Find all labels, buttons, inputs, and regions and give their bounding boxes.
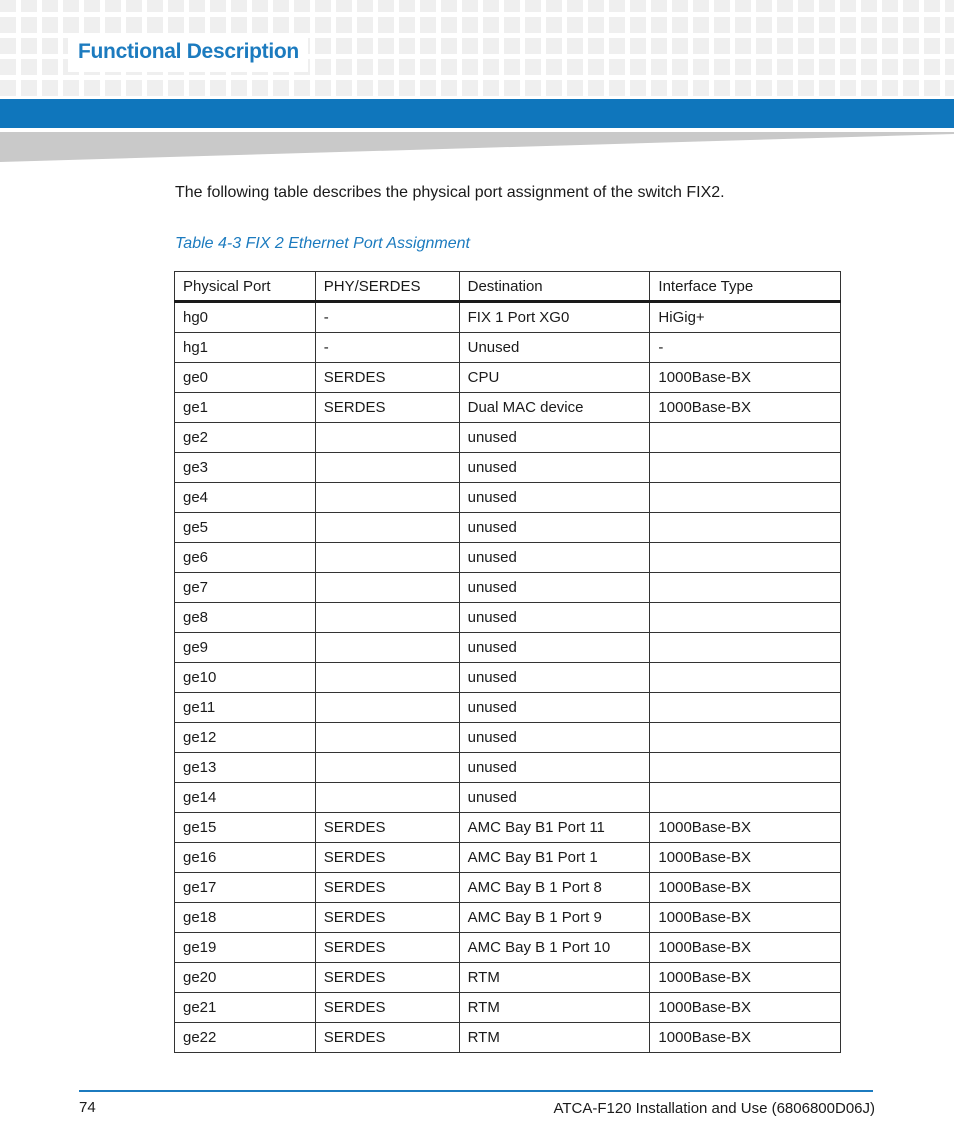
cell-destination: unused (459, 663, 650, 693)
cell-destination: Dual MAC device (459, 393, 650, 423)
cell-phy-serdes: SERDES (315, 393, 459, 423)
cell-phy-serdes: SERDES (315, 993, 459, 1023)
footer-rule (79, 1090, 873, 1092)
cell-phy-serdes: SERDES (315, 873, 459, 903)
column-header-destination: Destination (459, 272, 650, 302)
cell-phy-serdes: SERDES (315, 933, 459, 963)
table-row (175, 603, 841, 633)
cell-destination: AMC Bay B1 Port 1 (459, 843, 650, 873)
table-row (175, 663, 841, 693)
cell-physical-port: ge2 (175, 423, 316, 453)
table-row (175, 393, 841, 423)
table-row (175, 423, 841, 453)
cell-phy-serdes: SERDES (315, 843, 459, 873)
cell-interface-type: 1000Base-BX (650, 993, 841, 1023)
cell-destination: unused (459, 423, 650, 453)
intro-paragraph: The following table describes the physical port assignment of the switch FIX2. (175, 184, 725, 201)
table-row (175, 302, 841, 333)
cell-destination: CPU (459, 363, 650, 393)
cell-phy-serdes (315, 573, 459, 603)
cell-phy-serdes (315, 513, 459, 543)
cell-phy-serdes: SERDES (315, 963, 459, 993)
table-row (175, 363, 841, 393)
table-row (175, 753, 841, 783)
cell-physical-port: ge4 (175, 483, 316, 513)
port-assignment-table (174, 271, 841, 1053)
column-header-phy-serdes: PHY/SERDES (315, 272, 459, 302)
header-grey-wedge (0, 130, 954, 164)
cell-interface-type: 1000Base-BX (650, 813, 841, 843)
cell-physical-port: ge10 (175, 663, 316, 693)
cell-physical-port: ge15 (175, 813, 316, 843)
cell-physical-port: ge9 (175, 633, 316, 663)
table-row (175, 543, 841, 573)
table-row (175, 903, 841, 933)
cell-physical-port: hg0 (175, 302, 316, 333)
cell-physical-port: ge18 (175, 903, 316, 933)
cell-interface-type: 1000Base-BX (650, 933, 841, 963)
cell-physical-port: ge13 (175, 753, 316, 783)
cell-destination: RTM (459, 993, 650, 1023)
header-blue-band (0, 99, 954, 128)
cell-interface-type (650, 543, 841, 573)
cell-interface-type (650, 423, 841, 453)
section-title: Functional Description (78, 40, 299, 63)
cell-phy-serdes: - (315, 333, 459, 363)
cell-interface-type: 1000Base-BX (650, 1023, 841, 1053)
cell-destination: unused (459, 453, 650, 483)
table-caption: Table 4-3 FIX 2 Ethernet Port Assignment (175, 235, 470, 252)
cell-physical-port: ge11 (175, 693, 316, 723)
table-header-row (175, 272, 841, 302)
cell-physical-port: ge22 (175, 1023, 316, 1053)
table-row (175, 483, 841, 513)
cell-interface-type (650, 603, 841, 633)
cell-destination: unused (459, 633, 650, 663)
cell-physical-port: ge14 (175, 783, 316, 813)
cell-interface-type (650, 453, 841, 483)
cell-destination: unused (459, 783, 650, 813)
cell-destination: RTM (459, 963, 650, 993)
table-row (175, 513, 841, 543)
cell-physical-port: ge6 (175, 543, 316, 573)
cell-interface-type (650, 483, 841, 513)
cell-interface-type (650, 573, 841, 603)
table-body (175, 302, 841, 1053)
cell-interface-type (650, 783, 841, 813)
cell-phy-serdes (315, 753, 459, 783)
document-title: ATCA-F120 Installation and Use (6806800D06J) (553, 1100, 875, 1117)
cell-destination: unused (459, 513, 650, 543)
cell-physical-port: ge7 (175, 573, 316, 603)
cell-destination: FIX 1 Port XG0 (459, 302, 650, 333)
table-row (175, 693, 841, 723)
cell-destination: AMC Bay B 1 Port 9 (459, 903, 650, 933)
cell-destination: unused (459, 693, 650, 723)
cell-interface-type (650, 663, 841, 693)
cell-interface-type: - (650, 333, 841, 363)
cell-destination: unused (459, 603, 650, 633)
cell-physical-port: ge3 (175, 453, 316, 483)
cell-phy-serdes (315, 603, 459, 633)
table-row (175, 783, 841, 813)
table-row (175, 813, 841, 843)
cell-interface-type (650, 513, 841, 543)
cell-physical-port: hg1 (175, 333, 316, 363)
cell-interface-type (650, 633, 841, 663)
cell-phy-serdes: SERDES (315, 363, 459, 393)
table-row (175, 573, 841, 603)
cell-destination: AMC Bay B1 Port 11 (459, 813, 650, 843)
cell-physical-port: ge17 (175, 873, 316, 903)
cell-phy-serdes (315, 663, 459, 693)
table-row (175, 453, 841, 483)
cell-interface-type: 1000Base-BX (650, 393, 841, 423)
cell-physical-port: ge20 (175, 963, 316, 993)
cell-interface-type (650, 693, 841, 723)
cell-interface-type: 1000Base-BX (650, 963, 841, 993)
cell-physical-port: ge5 (175, 513, 316, 543)
cell-destination: unused (459, 723, 650, 753)
cell-phy-serdes: - (315, 302, 459, 333)
cell-destination: RTM (459, 1023, 650, 1053)
cell-physical-port: ge12 (175, 723, 316, 753)
cell-interface-type: 1000Base-BX (650, 903, 841, 933)
cell-destination: unused (459, 753, 650, 783)
table-row (175, 843, 841, 873)
cell-destination: unused (459, 483, 650, 513)
cell-phy-serdes (315, 453, 459, 483)
table-row (175, 333, 841, 363)
cell-physical-port: ge19 (175, 933, 316, 963)
cell-physical-port: ge1 (175, 393, 316, 423)
cell-phy-serdes: SERDES (315, 813, 459, 843)
cell-interface-type (650, 723, 841, 753)
table-row (175, 1023, 841, 1053)
cell-destination: unused (459, 543, 650, 573)
cell-phy-serdes (315, 693, 459, 723)
cell-phy-serdes: SERDES (315, 903, 459, 933)
column-header-interface-type: Interface Type (650, 272, 841, 302)
cell-phy-serdes (315, 423, 459, 453)
table-row (175, 993, 841, 1023)
cell-interface-type (650, 753, 841, 783)
cell-destination: unused (459, 573, 650, 603)
cell-interface-type: 1000Base-BX (650, 363, 841, 393)
table-row (175, 933, 841, 963)
cell-phy-serdes (315, 783, 459, 813)
cell-destination: AMC Bay B 1 Port 10 (459, 933, 650, 963)
table-row (175, 633, 841, 663)
cell-destination: Unused (459, 333, 650, 363)
cell-phy-serdes (315, 483, 459, 513)
table-row (175, 963, 841, 993)
cell-interface-type: 1000Base-BX (650, 843, 841, 873)
cell-phy-serdes (315, 633, 459, 663)
cell-physical-port: ge16 (175, 843, 316, 873)
cell-interface-type: HiGig+ (650, 302, 841, 333)
table-row (175, 723, 841, 753)
cell-phy-serdes (315, 723, 459, 753)
cell-physical-port: ge8 (175, 603, 316, 633)
column-header-physical-port: Physical Port (175, 272, 316, 302)
cell-destination: AMC Bay B 1 Port 8 (459, 873, 650, 903)
cell-phy-serdes: SERDES (315, 1023, 459, 1053)
cell-interface-type: 1000Base-BX (650, 873, 841, 903)
page-number: 74 (79, 1099, 96, 1116)
cell-physical-port: ge0 (175, 363, 316, 393)
cell-phy-serdes (315, 543, 459, 573)
cell-physical-port: ge21 (175, 993, 316, 1023)
table-row (175, 873, 841, 903)
